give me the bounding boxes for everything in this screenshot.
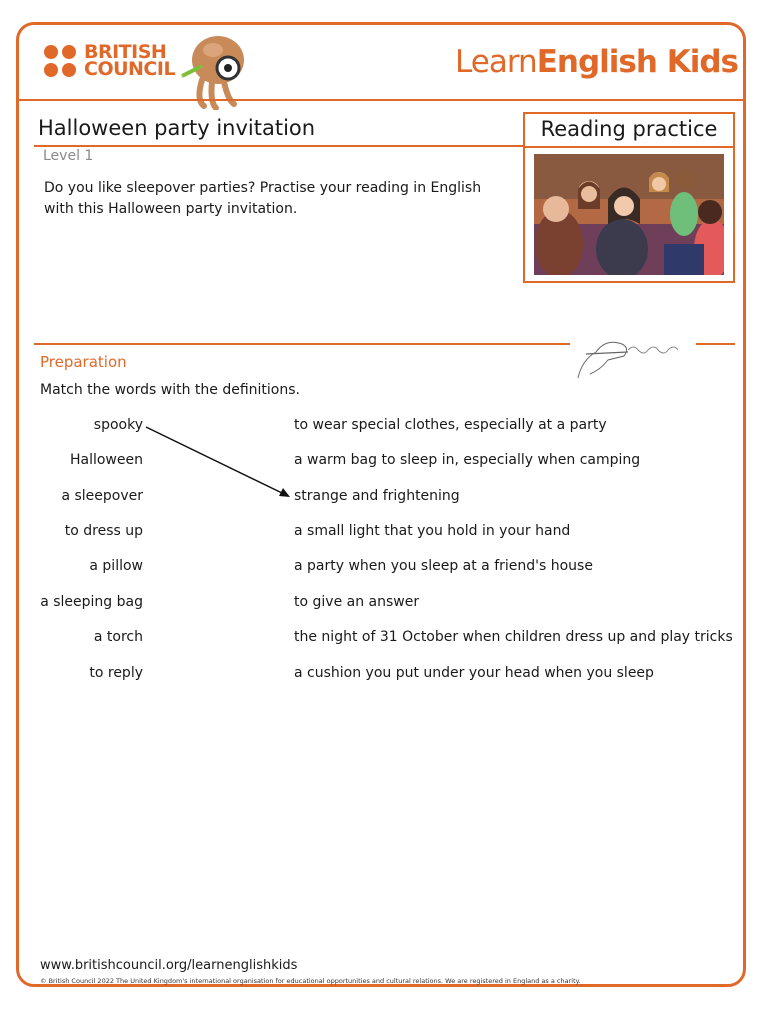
definition-item: a cushion you put under your head when you sleep bbox=[294, 665, 654, 681]
word-item: a sleeping bag bbox=[40, 594, 143, 610]
preparation-heading: Preparation bbox=[40, 353, 127, 371]
page-title: Halloween party invitation bbox=[38, 116, 316, 140]
definition-item: to wear special clothes, especially at a party bbox=[294, 417, 607, 433]
level-label: Level 1 bbox=[43, 148, 94, 164]
word-item: Halloween bbox=[69, 452, 143, 468]
footer-url[interactable]: www.britishcouncil.org/learnenglishkids bbox=[40, 958, 298, 973]
word-item: a torch bbox=[93, 629, 143, 645]
logo-english-kids: English Kids bbox=[536, 44, 738, 80]
logo-learn: Learn bbox=[455, 44, 537, 80]
intro-text: Do you like sleepover parties? Practise your reading in English with this Halloween party invitation. bbox=[44, 180, 482, 217]
brand-line-1: BRITISH bbox=[84, 41, 167, 63]
word-item: to reply bbox=[89, 665, 143, 681]
word-item: a sleepover bbox=[61, 488, 143, 504]
definition-item: a party when you sleep at a friend's house bbox=[294, 558, 593, 574]
definition-item: the night of 31 October when children dress up and play tricks bbox=[294, 629, 733, 645]
word-item: to dress up bbox=[64, 523, 143, 539]
definition-item: to give an answer bbox=[294, 594, 420, 610]
preparation-instruction: Match the words with the definitions. bbox=[40, 382, 300, 398]
category-label: Reading practice bbox=[523, 112, 735, 146]
word-item: a pillow bbox=[89, 558, 143, 574]
definition-item: a small light that you hold in your hand bbox=[294, 523, 571, 539]
definition-item: strange and frightening bbox=[294, 488, 460, 504]
definition-item: a warm bag to sleep in, especially when camping bbox=[294, 452, 641, 468]
word-item: spooky bbox=[93, 417, 143, 433]
footer-copyright: © British Council 2022 The United Kingdom's international organisation for educational opportunities and cultural relations. We are registered in England as a charity. bbox=[40, 977, 581, 985]
brand-line-2: COUNCIL bbox=[84, 58, 176, 80]
